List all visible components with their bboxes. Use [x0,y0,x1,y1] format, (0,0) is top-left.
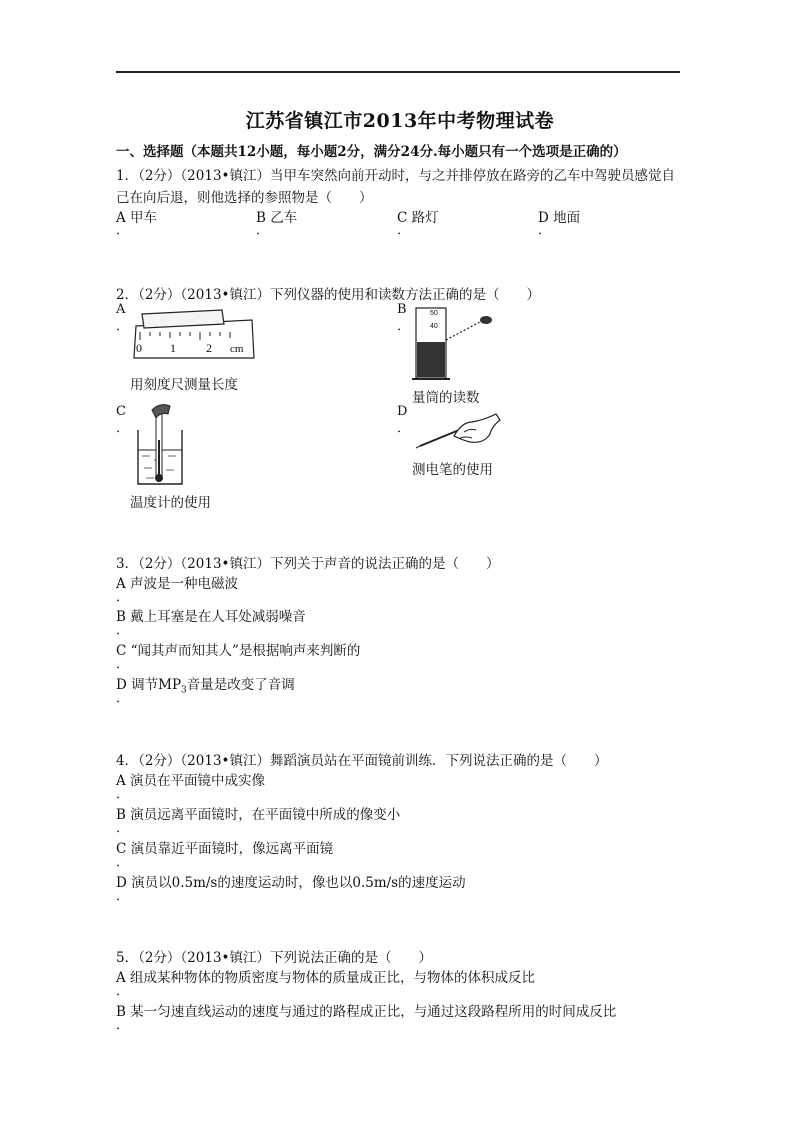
q4-option-c: C 演员靠近平面镜时，像远离平面镜 [116,841,334,857]
q3-option-b: B 戴上耳塞是在人耳处减弱噪音 [116,609,306,625]
ruler-unit: cm [230,343,244,355]
q2-option-d-caption: 测电笔的使用 [412,462,493,478]
ruler-figure [130,306,260,366]
q4-dot-b: ． [116,821,130,836]
q1-dot-d: ． [538,223,552,238]
q1-dot-b: ． [256,223,270,238]
q5-option-a: A 组成某种物体的物质密度与物体的质量成正比，与物体的体积成反比 [116,970,536,986]
cyl-tick-50: 50 [430,310,438,317]
ruler-tick-2: 2 [206,341,212,355]
q3-stem: 3．（2分）（2013•镇江）下列关于声音的说法正确的是（ ） [116,556,500,572]
header-rule [116,71,680,73]
section-heading: 一、选择题（本题共12小题，每小题2分，满分24分.每小题只有一个选项是正确的） [116,144,627,160]
q1-stem-line2: 己在向后退，则他选择的参照物是（ ） [116,190,373,206]
q5-option-b: B 某一匀速直线运动的速度与通过的路程成正比，与通过这段路程所用的时间成反比 [116,1004,617,1020]
q2-option-a-letter: A [116,302,126,317]
q4-stem: 4．（2分）（2013•镇江）舞蹈演员站在平面镜前训练．下列说法正确的是（ ） [116,753,608,769]
q4-option-b: B 演员远离平面镜时，在平面镜中所成的像变小 [116,807,401,823]
thermometer-beaker-figure [132,400,188,486]
q3-dot-a: ． [116,590,130,605]
q3-option-d-text: D 调节MP [116,677,182,693]
graduated-cylinder-figure [410,300,500,384]
q2-option-a-dot: ． [116,319,130,334]
q1-dot-a: ． [116,223,130,238]
page-title: 江苏省镇江市2013年中考物理试卷 [245,110,555,132]
q4-dot-c: ． [116,855,130,870]
test-pen-figure [414,410,504,454]
q3-dot-d: ． [116,691,130,706]
q2-option-a-caption: 用刻度尺测量长度 [130,377,238,393]
q1-option-c: C 路灯 [397,210,439,226]
q4-option-a: A 演员在平面镜中成实像 [116,773,266,789]
q1-option-a: A 甲车 [116,210,158,226]
q3-dot-b: ． [116,623,130,638]
q2-option-b-dot: ． [397,319,411,334]
q5-stem: 5．（2分）（2013•镇江）下列说法正确的是（ ） [116,950,432,966]
q2-option-c-dot: ． [116,421,130,436]
ruler-tick-1: 1 [170,341,176,355]
cyl-tick-40: 40 [430,323,438,330]
q2-option-b-caption: 量筒的读数 [412,390,480,406]
q2-option-d-dot: ． [397,421,411,436]
q1-option-b: B 乙车 [256,210,298,226]
q2-option-c-caption: 温度计的使用 [130,495,211,511]
q4-dot-a: ． [116,787,130,802]
q2-option-b-letter: B [397,302,407,317]
ruler-tick-0: 0 [136,341,142,355]
q5-dot-b: ． [116,1018,130,1033]
q1-dot-c: ． [397,223,411,238]
q3-option-d [116,673,295,696]
q3-dot-c: ． [116,657,130,672]
q4-option-d: D 演员以0.5m/s的速度运动时，像也以0.5m/s的速度运动 [116,875,466,891]
q5-dot-a: ． [116,984,130,999]
q1-option-d: D 地面 [538,210,581,226]
q2-option-d-letter: D [397,404,408,419]
cyl-tick-30: 30 [430,336,438,343]
q3-option-a: A 声波是一种电磁波 [116,576,239,592]
q3-option-c: C “闻其声而知其人”是根据响声来判断的 [116,643,361,659]
q3-option-d-subscript: 3 [181,685,187,696]
q4-dot-d: ． [116,889,130,904]
q2-option-c-letter: C [116,404,126,419]
q3-option-d-text-end: 音量是改变了音调 [186,677,295,693]
q1-stem-line1: 1．（2分）（2013•镇江）当甲车突然向前开动时，与之并排停放在路旁的乙车中驾驶员感觉自 [116,168,675,184]
q2-stem: 2．（2分）（2013•镇江）下列仪器的使用和读数方法正确的是（ ） [116,287,540,303]
